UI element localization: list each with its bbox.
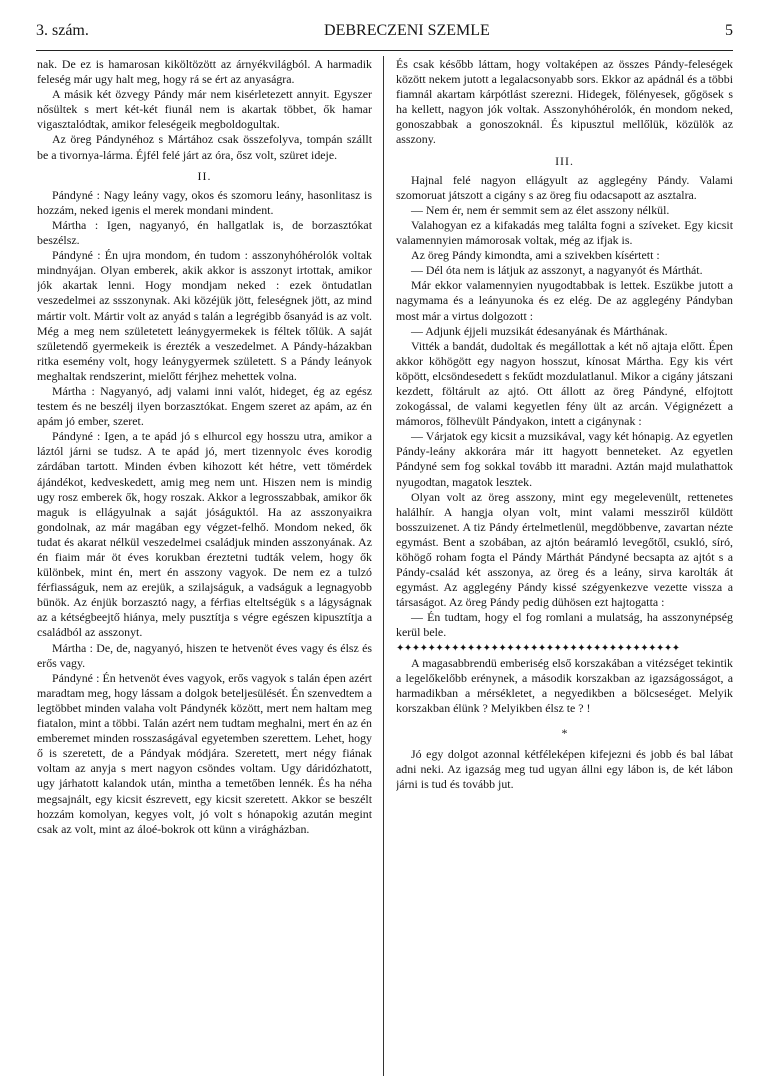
paragraph: A másik két özvegy Pándy már nem kisérletezett annyit. Egyszer nősültek s mert két-két fiunál nem is akartak többet, ők hamar vigasztalódtak, amikor feleségeik megboldogultak. bbox=[37, 87, 372, 132]
journal-title: DEBRECZENI SZEMLE bbox=[324, 22, 490, 39]
running-header bbox=[36, 22, 733, 50]
ornament-divider: ✦✦✦✦✦✦✦✦✦✦✦✦✦✦✦✦✦✦✦✦✦✦✦✦✦✦✦✦✦✦✦✦✦✦✦✦ bbox=[396, 642, 680, 654]
section-heading: II. bbox=[197, 168, 212, 183]
paragraph: Már ekkor valamennyien nyugodtabbak is lettek. Eszükbe jutott a nagymama és a leányunoka és ez elég. De az agglegény Pándyban most már a virtus dolgozott : bbox=[396, 278, 733, 323]
paragraph: Vitték a bandát, dudoltak és megállottak a két nő ajtaja előtt. Épen akkor köhögött egy nagyon hosszut, kínosat Mártha. Egy kis vért köpött, elcsöndesedett s fekűdt mozdulatlanul. Mikor a cigány játszani kezdett, föltárult az ajtó. Ott állott az öreg Pándyné, elfojtott zokogással, de valami kegyetlen fény ült az arcán. Végignézett a mámoros, fölhevült Pándyakon, intett a cigánynak : bbox=[396, 338, 733, 429]
paragraph: nak. De ez is hamarosan kiköltözött az árnyékvilágból. A harmadik feleség már ugy halt meg, hogy rá se ért az anyaságra. bbox=[37, 57, 372, 87]
issue-number: 3. szám. bbox=[36, 22, 89, 39]
dialogue-paragraph: Mártha : Igen, nagyanyó, én hallgatlak is, de borzasztókat beszélsz. bbox=[37, 217, 372, 248]
aphorism-paragraph: Jó egy dolgot azonnal kétféleképen kifejezni és jobb és bal lábat adni neki. Az igazság meg tud ugyan állni egy lábon is, de két lábon járni is tud és tovább jut. bbox=[396, 747, 733, 792]
paragraph: — Én tudtam, hogy el fog romlani a mulatság, ha asszonynépség kerül bele. bbox=[396, 610, 733, 640]
paragraph: Valahogyan ez a kifakadás meg találta fogni a szíveket. Egy kicsit valamennyien mámorosak voltak, még az ifjak is. bbox=[396, 217, 733, 248]
paragraph: Olyan volt az öreg asszony, mint egy megelevenült, rettenetes halálhír. A hangja olyan volt, mint valami messziről küldött bosszuizenet. A tiz Pándy értelmetlenül, megdöbbenve, zavartan nézte egymást. Bent a szobában, az ajtón beáramló levegőtől, csukló, síró, köhögő roham fogta el Pándy Márthát Pándyné becsapta az ajtót s a Pándy-család két asszonya, az öreg és a leány, sirva karolták át egymást. Az agglegény Pándy kissé szégyenkezve vezette vissza a társaságot. Az öreg Pándy pedig dühösen ezt hajtogatta : bbox=[396, 489, 733, 610]
page-number: 5 bbox=[724, 22, 733, 39]
right-column bbox=[396, 57, 733, 1077]
paragraph: — Adjunk éjjeli muzsikát édesanyának és Márthának. bbox=[411, 323, 668, 338]
dialogue-paragraph: Pándyné : Nagy leány vagy, okos és szomoru leány, hasonlitasz is hozzám, neked igenis el merek mondani mindent. bbox=[37, 187, 372, 217]
asterisk-separator: * bbox=[561, 726, 568, 741]
header-rule bbox=[36, 50, 733, 51]
dialogue-paragraph: Mártha : Nagyanyó, adj valami inni valót, hideget, ég az egész testem és ne beszélj ilyen borzasztókat. Engem szeret az apám, az én apám jó ember, szeret. bbox=[37, 383, 372, 429]
paragraph: Hajnal felé nagyon ellágyult az agglegény Pándy. Valami szomoruat játszott a cigány s az öreg fiu odacsapott az asztalra. bbox=[396, 172, 733, 202]
dialogue-paragraph: Pándyné : Én hetvenöt éves vagyok, erős vagyok s talán épen azért maradtam meg, hogy lássam a dolgok beteljesülését. Én szenvedtem a legtöbbet minden valaha volt Pándynék között, mert nem haltam meg fiatalon, mint a többi. Talán azért nem tudtam meghalni, mert én az én emberemet minden rosszaságával egyetemben szerettem. Lehet, hogy ő is szeretett, de a Pándyak módjára. Szeretett, mert négy fiának voltam az anyja s mert nagyon csöndes voltam. Ugy dáridózhatott, ugy járhatott kalandok után, mintha a temetőben lennék. És ha néha megsajnált, egy kicsit észrevett, egy kicsit szeretett. Akkor se beszélt hozzám komolyan, kegyes volt, jó volt s hónapokig azután megint csak az volt, mint az áloé-bokrok ott künn a virágházban. bbox=[37, 670, 372, 836]
left-column bbox=[37, 57, 372, 1077]
dialogue-paragraph: Pándyné : Igen, a te apád jó s elhurcol egy hosszu utra, amikor a láztól járni se tudsz. A te apád jó, mert tizennyolc éves korodig zárdában tartott. Minden évben kihozott két hétre, vett tömérdek ájándékot, kedveskedett, amig meg nem unt. Hiszen nem is mindig ugy rosz emberek ők, hogy roszak. Akkor a legrosszabbak, amikor ők maguk is ellágyulnak a saját jóságuktól. Ha az asszonyaikra gondolnak, az már magában egy végzet-felhő. Mondom neked, ők tudat és akarat nélkül veszedelmei családjuk minden asszonyának. Az én fiaim már öt éves korukban éreztetni tudták velem, hogy ők különbek, mint én, mert én asszony vagyok. De nem ez a tulzó férfiasságuk, nem az erejük, a szilajságuk, a vadságuk a legnagyobb bünök. Az énjük borzasztó nagy, a férfias elteltségük s a lágyságnak az a kétségbeejtő hiánya, mely pusztítja s végre egészen kipusztítja a családból az asszonyt. bbox=[37, 429, 372, 640]
section-heading: III. bbox=[555, 153, 574, 168]
column-rule bbox=[383, 56, 384, 1076]
paragraph: És csak később láttam, hogy voltaképen az összes Pándy-feleségek között nekem jutott a legalacsonyabb sors. Ekkor az apádnál és a többi fiamnál akartam kárpótlást szerezni. Hidegek, fölényesek, gőgösek s ha kellett, nagyon jók voltak. Asszonyhóhérolók, én mondom neked, gonoszabbak a gonoszoknál. És kipusztul mellőlük, közülök az asszony. bbox=[396, 57, 733, 147]
paragraph: — Dél óta nem is látjuk az asszonyt, a nagyanyót és Márthát. bbox=[411, 263, 703, 278]
paragraph: Az öreg Pándynéhoz s Mártához csak összefolyva, tompán szállt be a tivornya-lárma. Éjfél felé járt az óra, ősz volt, szüret ideje. bbox=[37, 132, 372, 162]
dialogue-paragraph: Pándyné : Én ujra mondom, én tudom : asszonyhóhérolók voltak mindnyájan. Olyan emberek, akik akkor is asszonyt irtottak, amikor jók akartak lenni. Hogy mondjam neked : ezek öntudatlan veszedelmei az ssszonynak. Aki közéjük jött, feleségnek jött, az mind mártir volt. Mártir volt az anyád s talán a legrégibb ősanyád is az volt. Még a meg nem születetett leánygyermekek is féltek tőlük. A saját születendő gyermekeik is érezték a veszedelmet. A Pándy-házakban ritka esemény volt, hogy leánygyermek született. S a Pándy leányok meghaltak rendszerint, mielőtt férjhez mehettek volna. bbox=[37, 248, 372, 383]
paragraph: — Nem ér, nem ér semmit sem az élet asszony nélkül. bbox=[411, 202, 670, 217]
paragraph: Az öreg Pándy kimondta, ami a szivekben kísértett : bbox=[411, 248, 660, 263]
aphorism-paragraph: A magasabbrendü emberiség első korszakában a vitézséget tekintik a legelőkelőbb erénynek, a második korszakban az igazságosságot, a harmadikban a mérsékletet, a negyedikben a bölcseséget. Melyik korszakban élünk ? Melyikben élsz te ? ! bbox=[396, 655, 733, 715]
paragraph: — Várjatok egy kicsit a muzsikával, vagy két hónapig. Az egyetlen Pándy-leány akkorára már itt hagyott benneteket. Az egyetlen Pándyné sem fog sokkal tovább itt maradni. Aztán majd mulathattok nyugodtan, magatok lesztek. bbox=[396, 429, 733, 489]
dialogue-paragraph: Mártha : De, de, nagyanyó, hiszen te hetvenöt éves vagy és élsz és erős vagy. bbox=[37, 640, 372, 670]
